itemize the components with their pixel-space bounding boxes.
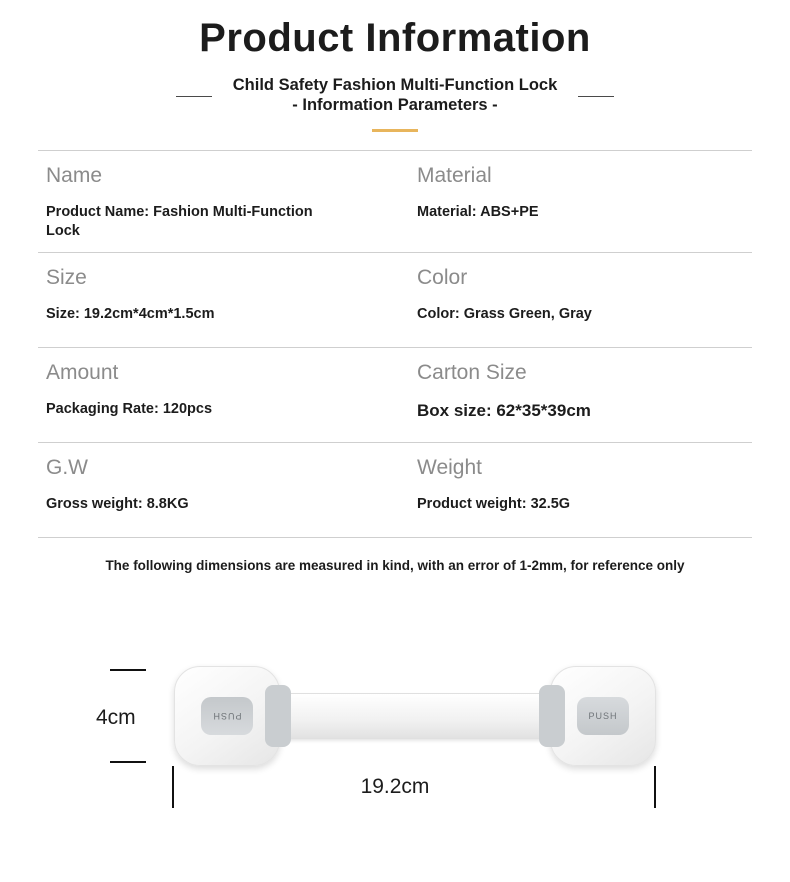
spec-label: Color — [417, 265, 468, 289]
table-row — [38, 151, 752, 253]
spec-label: Size — [46, 265, 87, 289]
subtitle-block — [0, 74, 790, 132]
lock-pad-left — [174, 666, 280, 766]
height-tick-bottom — [110, 761, 146, 763]
spec-value: Packaging Rate: 120pcs — [46, 401, 213, 418]
measurement-note: The following dimensions are measured in kind, with an error of 1-2mm, for reference only — [105, 557, 685, 573]
height-tick-top — [110, 669, 146, 671]
lock-pad-left-side — [265, 685, 291, 747]
page-title: Product Information — [199, 16, 591, 60]
width-dimension-label: 19.2cm — [360, 774, 430, 798]
accent-divider — [372, 129, 418, 132]
specifications-table — [38, 150, 752, 538]
spec-cell-name — [38, 151, 395, 252]
push-button-right: PUSH — [577, 697, 629, 735]
spec-cell-amount — [38, 348, 395, 442]
table-row — [38, 348, 752, 443]
spec-cell-color — [395, 253, 752, 347]
subtitle-line-1: Child Safety Fashion Multi-Function Lock — [232, 76, 558, 94]
table-row — [38, 253, 752, 348]
spec-value: Color: Grass Green, Gray — [417, 306, 592, 323]
spec-cell-weight — [395, 443, 752, 537]
spec-value: Box size: 62*35*39cm — [417, 401, 591, 421]
spec-value: Product weight: 32.5G — [417, 496, 571, 513]
spec-cell-size — [38, 253, 395, 347]
product-information-page — [0, 14, 790, 882]
lock-pad-right-side — [539, 685, 565, 747]
spec-cell-carton-size — [395, 348, 752, 442]
lock-pad-right — [550, 666, 656, 766]
product-dimension-figure — [0, 613, 790, 843]
product-illustration — [168, 661, 660, 769]
subtitle-rule-left — [176, 96, 212, 97]
spec-label: Carton Size — [417, 360, 527, 384]
push-button-left: PUSH — [201, 697, 253, 735]
subtitle-rule-right — [578, 96, 614, 97]
spec-cell-gross-weight — [38, 443, 395, 537]
spec-cell-material — [395, 151, 752, 252]
subtitle-line-2: - Information Parameters - — [292, 96, 498, 115]
spec-value: Product Name: Fashion Multi-Function Lock — [46, 203, 313, 240]
height-dimension-label: 4cm — [96, 705, 136, 729]
spec-label: Name — [46, 163, 103, 187]
spec-value: Size: 19.2cm*4cm*1.5cm — [46, 306, 215, 323]
table-row — [38, 443, 752, 538]
spec-label: Weight — [417, 455, 482, 479]
spec-value: Gross weight: 8.8KG — [46, 496, 189, 513]
spec-value: Material: ABS+PE — [417, 203, 539, 220]
spec-label: Amount — [46, 360, 119, 384]
lock-strap — [263, 693, 565, 739]
spec-label: G.W — [46, 455, 88, 479]
spec-label: Material — [417, 163, 492, 187]
